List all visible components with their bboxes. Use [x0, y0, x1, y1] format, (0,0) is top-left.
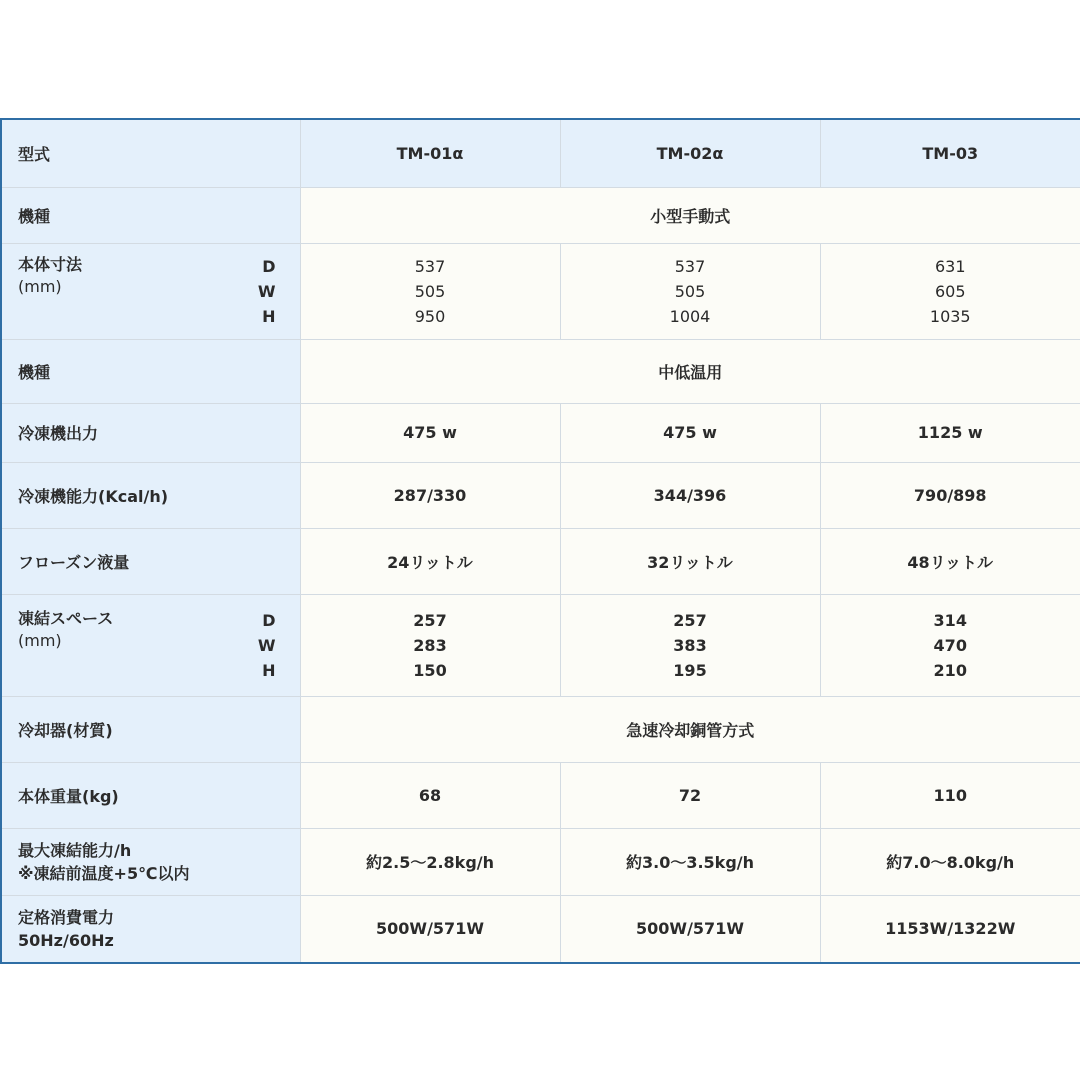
row-label-cell: [1, 243, 300, 339]
row-label: 冷凍機出力: [1, 403, 300, 462]
row-value: 1125 w: [820, 403, 1080, 462]
row-value: 500W/571W: [300, 895, 560, 963]
row-value: 中低温用: [300, 339, 1080, 403]
dim-value: 383: [673, 635, 707, 655]
dim-value: 314: [933, 610, 967, 630]
row-value: 475 w: [560, 403, 820, 462]
dim-value: 605: [934, 281, 966, 301]
row-label: 冷却器(材質): [1, 696, 300, 762]
dim-value: 257: [673, 610, 707, 630]
table-row: [1, 528, 1080, 594]
table-row: [1, 696, 1080, 762]
dim-value: 1035: [929, 306, 971, 326]
table-row: [1, 243, 1080, 339]
table-row: [1, 762, 1080, 828]
row-label: 機種: [1, 187, 300, 243]
row-label-cell: [1, 594, 300, 696]
dim-letter-h: H: [262, 306, 276, 326]
dim-letter-w: W: [257, 281, 276, 301]
row-value: 110: [820, 762, 1080, 828]
dims-cell: [820, 243, 1080, 339]
header-label: 型式: [1, 119, 300, 187]
dim-value: 1004: [669, 306, 711, 326]
row-value: 小型手動式: [300, 187, 1080, 243]
row-label: 冷凍機能力(Kcal/h): [1, 462, 300, 528]
row-value: 72: [560, 762, 820, 828]
row-value: 287/330: [300, 462, 560, 528]
dim-letter-h: H: [262, 660, 276, 680]
model-name: TM-02α: [560, 119, 820, 187]
row-label: フローズン液量: [1, 528, 300, 594]
row-label: 本体重量(kg): [1, 762, 300, 828]
row-value: 急速冷却銅管方式: [300, 696, 1080, 762]
dim-letter-d: D: [262, 256, 276, 276]
dim-value: 470: [933, 635, 967, 655]
row-note: ※凍結前温度+5℃以内: [18, 863, 190, 883]
spec-table: [0, 118, 1080, 964]
table-row: [1, 462, 1080, 528]
dims-cell: [300, 243, 560, 339]
table-row: [1, 594, 1080, 696]
dim-value: 257: [413, 610, 447, 630]
dim-letter-d: D: [262, 610, 276, 630]
dim-value: 505: [414, 281, 446, 301]
row-value: 約3.0～3.5kg/h: [560, 828, 820, 895]
row-label: 機種: [1, 339, 300, 403]
dim-value: 537: [414, 256, 446, 276]
table-row: [1, 895, 1080, 963]
model-name: TM-01α: [300, 119, 560, 187]
dim-value: 950: [414, 306, 446, 326]
header-row: [1, 119, 1080, 187]
row-label-cell: [1, 895, 300, 963]
row-value: 32リットル: [560, 528, 820, 594]
row-value: 48リットル: [820, 528, 1080, 594]
row-unit: (mm): [18, 630, 62, 650]
dim-value: 283: [413, 635, 447, 655]
row-value: 475 w: [300, 403, 560, 462]
dim-value: 150: [413, 660, 447, 680]
table-row: [1, 828, 1080, 895]
row-value: 68: [300, 762, 560, 828]
row-label: 最大凍結能力/h: [18, 840, 132, 860]
row-value: 344/396: [560, 462, 820, 528]
row-value: 500W/571W: [560, 895, 820, 963]
dim-value: 631: [934, 256, 966, 276]
row-sublabel: 50Hz/60Hz: [18, 930, 114, 950]
table-row: [1, 403, 1080, 462]
dims-cell: [300, 594, 560, 696]
row-label-cell: [1, 828, 300, 895]
row-unit: (mm): [18, 276, 62, 296]
dims-cell: [560, 594, 820, 696]
row-value: 24リットル: [300, 528, 560, 594]
dim-value: 210: [933, 660, 967, 680]
row-value: 1153W/1322W: [820, 895, 1080, 963]
dims-cell: [820, 594, 1080, 696]
row-value: 約7.0～8.0kg/h: [820, 828, 1080, 895]
row-value: 790/898: [820, 462, 1080, 528]
table-row: [1, 339, 1080, 403]
row-label: 定格消費電力: [18, 907, 115, 927]
dim-value: 195: [673, 660, 707, 680]
row-label: 凍結スペース: [18, 608, 114, 628]
dims-cell: [560, 243, 820, 339]
table-row: [1, 187, 1080, 243]
dim-letter-w: W: [257, 635, 276, 655]
dim-value: 505: [674, 281, 706, 301]
row-label: 本体寸法: [18, 254, 83, 274]
row-value: 約2.5～2.8kg/h: [300, 828, 560, 895]
model-name: TM-03: [820, 119, 1080, 187]
dim-value: 537: [674, 256, 706, 276]
